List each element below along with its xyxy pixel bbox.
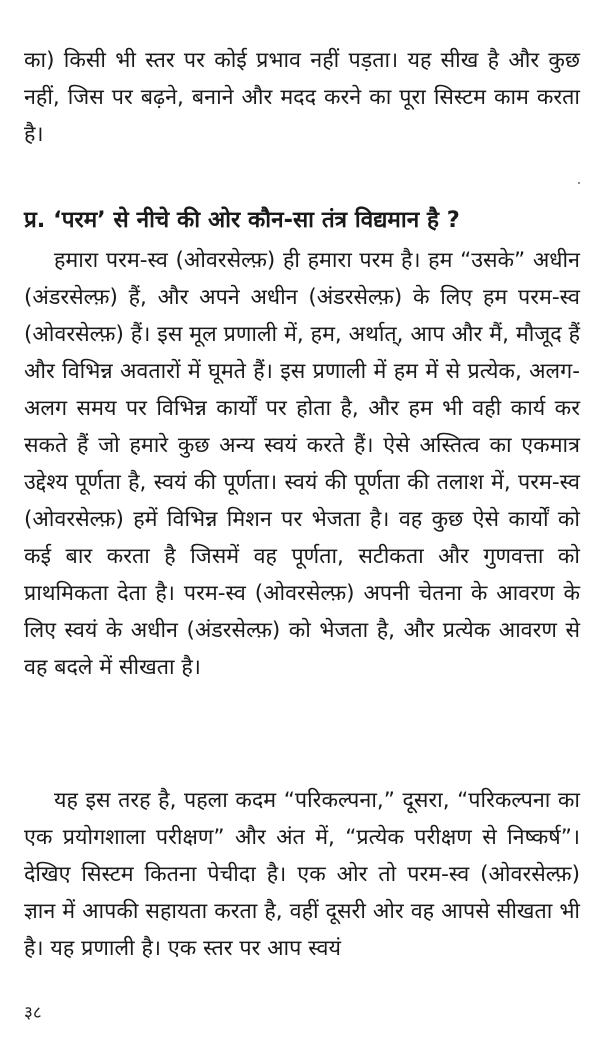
answer-paragraph: हमारा परम-स्व (ओवरसेल्फ़) ही हमारा परम है। हम “उसके” अधीन (अंडरसेल्फ़) हैं, और अपने अधीन (अंडरसेल्फ़) के लिए हम परम-स्व (ओवरसेल्फ़) हैं। इस मूल प्रणाली में, हम, अर्थात्, आप और मैं, मौजूद हैं और विभिन्न अवतारों में घूमते हैं। इस प्रणाली में हम में से प्रत्येक, अलग-अलग समय पर विभिन्न कार्यों पर होता है, और हम भी वही कार्य कर सकते हैं जो हमारे कुछ अन्य स्वयं करते हैं। ऐसे अस्तित्व का एकमात्र उद्देश्य पूर्णता है, स्वयं की पूर्णता। स्वयं की पूर्णता की तलाश में, परम-स्व (ओवरसेल्फ़) हमें विभिन्न मिशन पर भेजता है। वह कुछ ऐसे कार्यों को कई बार करता है जिसमें वह पूर्णता, सटीकता और गुणवत्ता को प्राथमिकता देता है। परम-स्व (ओवरसेल्फ़) अपनी चेतना के आवरण के लिए स्वयं के अधीन (अंडरसेल्फ़) को भेजता है, और प्रत्येक आवरण से वह बदले में सीखता है। xyxy=(24,248,580,680)
continuation-paragraph: का) किसी भी स्तर पर कोई प्रभाव नहीं पड़ता। यह सीख है और कुछ नहीं, जिस पर बढ़ने, बनाने और मदद करने का पूरा सिस्टम काम करता है। xyxy=(24,48,580,147)
question-heading: प्र. ‘परम’ से नीचे की ओर कौन-सा तंत्र विद्यमान है ? xyxy=(24,207,460,233)
example-paragraph: यह इस तरह है, पहला कदम “परिकल्पना,” दूसरा, “परिकल्पना का एक प्रयोगशाला परीक्षण” और अंत में, “प्रत्येक परीक्षण से निष्कर्ष”। देखिए सिस्टम कितना पेचीदा है। एक ओर तो परम-स्व (ओवरसेल्फ़) ज्ञान में आपकी सहायता करता है, वहीं दूसरी ओर वह आपसे सीखता भी है। यह प्रणाली है। एक स्तर पर आप स्वयं xyxy=(24,788,580,961)
page-number: ३८ xyxy=(24,1003,42,1023)
print-speck xyxy=(578,182,580,184)
